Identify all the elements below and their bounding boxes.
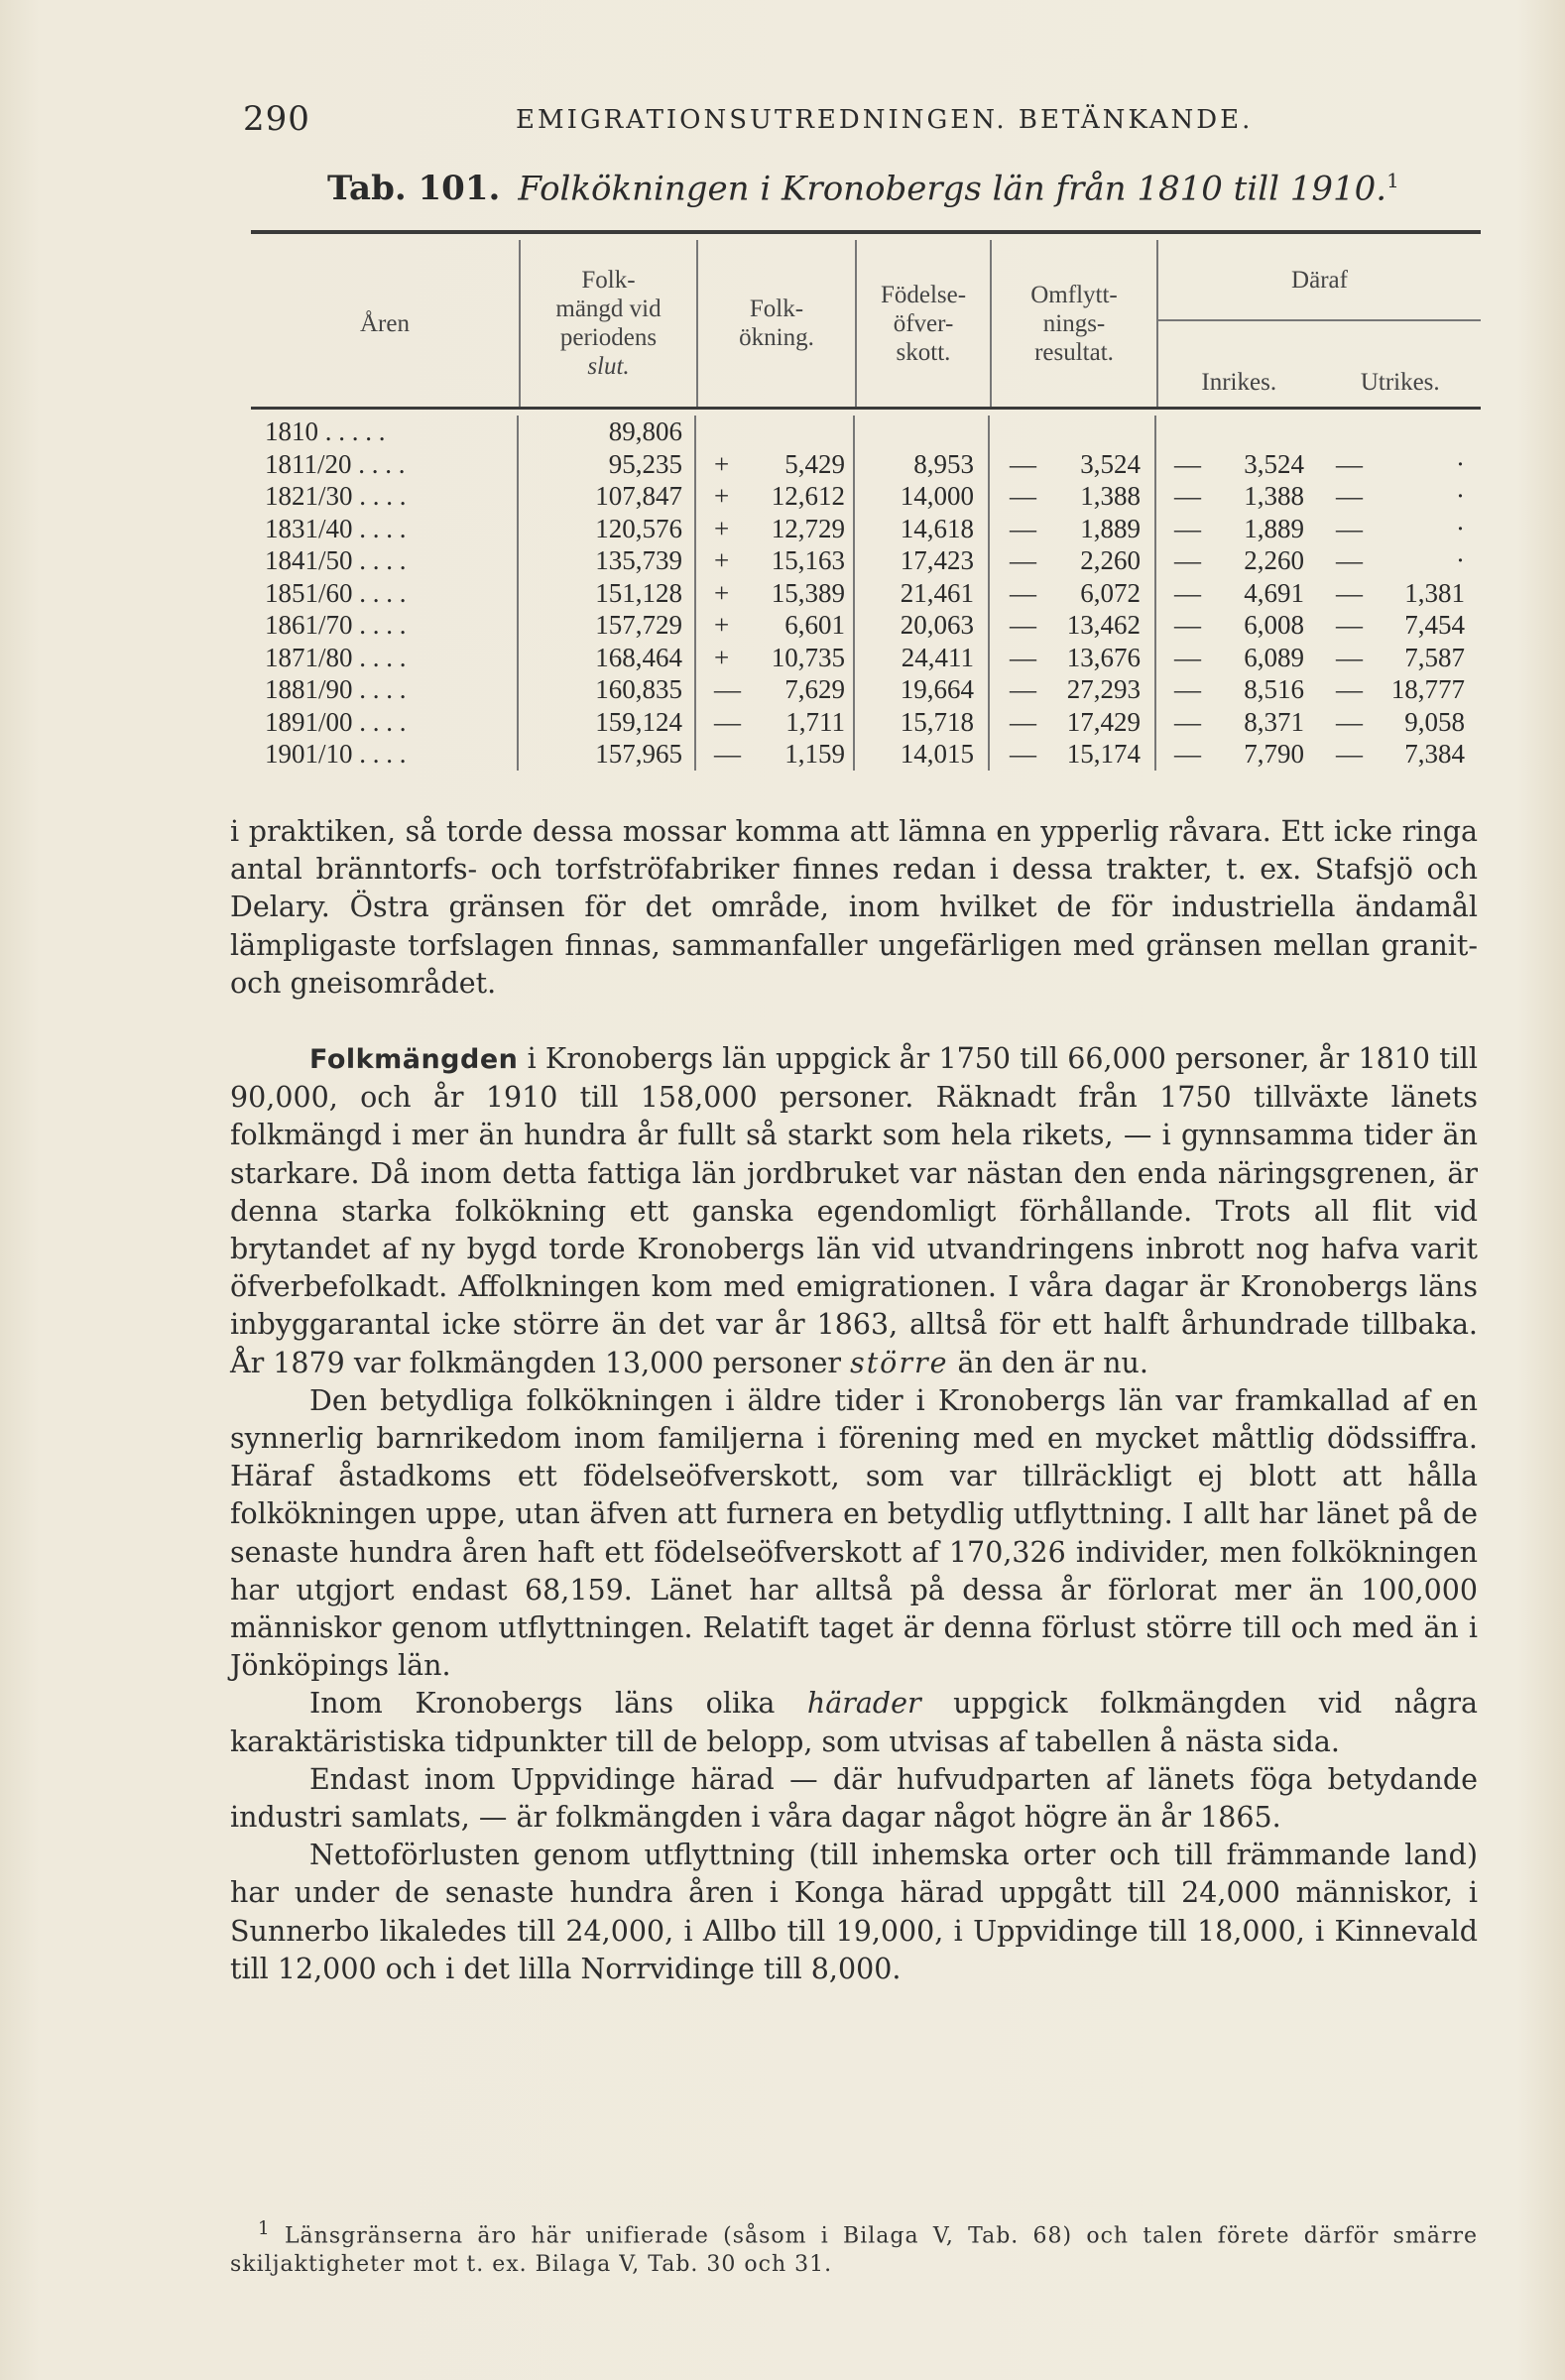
cell-foreign: — 9,058 [1336,706,1465,737]
cell-birth-surplus: 14,618 [855,513,990,545]
cell-population: 151,128 [519,577,696,610]
cell-foreign: — 7,587 [1336,642,1465,672]
table-row [251,706,1481,739]
header-folkmangd-line: mängd vid [555,296,662,322]
cell-migration [990,416,1156,448]
footnote-text: Länsgränserna äro här unifierade (såsom i Bilaga V, Tab. 68) och talen förete därför smärre skiljaktigheter mot t. ex. Bilaga V, Tab. 30 och 31. [230,2223,1479,2278]
cell-foreign: — · [1336,513,1465,543]
cell-population: 107,847 [519,480,696,513]
cell-birth-surplus: 20,063 [855,609,990,642]
cell-birth-surplus: 14,000 [855,480,990,513]
table-header [251,240,1481,410]
cell-foreign: — 1,381 [1336,577,1465,608]
cell-increase: + 10,735 [696,642,855,674]
header-daraf-group [1156,240,1481,407]
cell-migration: — 1,889 [990,513,1156,545]
header-folkokning-line: Folk- [749,296,804,322]
footnote-mark: 1 [1386,169,1399,192]
cell-increase: + 6,601 [696,609,855,642]
cell-population: 135,739 [519,544,696,577]
table-row [251,544,1481,577]
footnote-number: 1 [258,2218,271,2239]
cell-migration: — 3,524 [990,448,1156,481]
cell-foreign: — · [1336,481,1465,511]
cell-domestic: — 4,691 [1174,577,1304,608]
header-folkokning-line: ökning. [739,324,814,351]
table-row [251,609,1481,642]
paragraph: Nettoförlusten genom utflyttning (till inhemska orter och till främmande land) har under de senaste hundra åren i Konga härad uppgått till 24,000 människor, i Sunnerbo likaledes till 24,000, i Allbo till 19,000, i Uppvidinge till 18,000, i Kinnevald till 12,000 och i det lilla Norrvidinge till 8,000. [230,1839,1478,1985]
cell-year: 1811/20 . . . . [251,448,519,481]
header-utrikes: Utrikes. [1360,369,1440,396]
cell-foreign: — 7,384 [1336,739,1465,769]
cell-increase [696,416,855,448]
cell-birth-surplus: 15,718 [855,706,990,739]
header-omflytt-line: resultat. [1034,338,1114,366]
header-folkokning [696,240,855,407]
table-top-rule [251,230,1481,234]
header-folkmangd-line: slut. [587,353,630,380]
table-row [251,738,1481,771]
table-row [251,577,1481,610]
cell-birth-surplus: 24,411 [855,642,990,674]
cell-increase: — 1,711 [696,706,855,739]
cell-year: 1881/90 . . . . [251,673,519,706]
cell-foreign [1318,416,1481,448]
header-aren: Åren [360,309,410,337]
table-row [251,642,1481,674]
table-row [251,416,1481,448]
cell-increase: + 5,429 [696,448,855,481]
cell-migration: — 15,174 [990,738,1156,771]
cell-population: 120,576 [519,513,696,545]
cell-population: 157,965 [519,738,696,771]
cell-domestic: — 6,089 [1174,642,1304,672]
running-title: EMIGRATIONSUTREDNINGEN. BETÄNKANDE. [516,105,1254,135]
header-omflytt [990,240,1156,407]
population-table [251,230,1481,771]
bold-lead: Folkmängden [309,1044,519,1076]
cell-year: 1810 . . . . . [251,416,519,448]
paragraph: Inom Kronobergs läns olika härader uppgick folkmängden vid några karaktäristiska tidpunkter till de belopp, som utvisas af tabellen å nästa sida. [230,1687,1478,1758]
cell-year: 1821/30 . . . . [251,480,519,513]
cell-year: 1891/00 . . . . [251,706,519,739]
cell-migration: — 13,462 [990,609,1156,642]
cell-year: 1851/60 . . . . [251,577,519,610]
header-daraf: Däraf [1158,240,1481,321]
emphasis: härader [806,1687,921,1721]
cell-year: 1841/50 . . . . [251,544,519,577]
header-folkmangd-line: periodens [559,324,658,351]
cell-population: 157,729 [519,609,696,642]
header-folkmangd-line: Folk- [581,267,636,294]
cell-population: 168,464 [519,642,696,674]
cell-population: 95,235 [519,448,696,481]
header-folkmangd [519,240,696,407]
footnote [230,2214,1478,2279]
cell-domestic: — 8,516 [1174,674,1304,704]
cell-migration: — 6,072 [990,577,1156,610]
header-omflytt-line: Omflytt- [1030,281,1118,308]
paragraph: i praktiken, så torde dessa mossar komma att lämna en ypperlig råvara. Ett icke ringa antal bränntorfs- och torfströfabriker finnes redan i dessa trakter, t. ex. Stafsjö och Delary. Östra gränsen för det område, inom hvilket de för industriella ändamål lämpligaste torfslagen finnas, sammanfaller ungefärligen med gränsen mellan granit- och gneisområdet. [230,815,1478,1000]
header-fodelse-line: öfver- [893,309,954,337]
cell-migration: — 13,676 [990,642,1156,674]
cell-migration: — 1,388 [990,480,1156,513]
header-inrikes: Inrikes. [1201,369,1277,396]
cell-increase: + 12,612 [696,480,855,513]
cell-migration: — 27,293 [990,673,1156,706]
page-number: 290 [243,99,310,139]
table-row [251,448,1481,481]
cell-birth-surplus: 17,423 [855,544,990,577]
body-text [230,813,1478,1988]
cell-birth-surplus: 14,015 [855,738,990,771]
paragraph: Den betydliga folkökningen i äldre tider i Kronobergs län var framkallad af en synnerlig barnrikedom inom familjerna i förening med en mycket måttlig dödssiffra. Häraf åstadkoms ett födelseöfverskott, som var tillräckligt ej blott att hålla folkökningen uppe, utan äfven att furnera en betydlig utflyttning. I allt har länet på de senaste hundra åren haft ett födelseöfverskott af 170,326 individer, men folkökningen har utgjort endast 68,159. Länet har alltså på dessa år förlorat mer än 100,000 människor genom utflyttningen. Relatift taget är denna förlust större till och med än i Jönköpings län. [230,1383,1478,1683]
cell-year: 1831/40 . . . . [251,513,519,545]
cell-increase: + 12,729 [696,513,855,545]
cell-increase: + 15,163 [696,544,855,577]
table-row [251,513,1481,545]
cell-population: 159,124 [519,706,696,739]
cell-year: 1901/10 . . . . [251,738,519,771]
cell-year: 1871/80 . . . . [251,642,519,674]
cell-birth-surplus [855,416,990,448]
cell-migration: — 17,429 [990,706,1156,739]
cell-birth-surplus: 21,461 [855,577,990,610]
cell-domestic: — 2,260 [1174,545,1304,575]
table-row [251,480,1481,513]
cell-increase: — 7,629 [696,673,855,706]
cell-birth-surplus: 19,664 [855,673,990,706]
emphasis: större [850,1346,949,1379]
cell-domestic: — 6,008 [1174,610,1304,640]
cell-domestic [1156,416,1318,448]
cell-migration: — 2,260 [990,544,1156,577]
cell-foreign: — · [1336,448,1465,479]
cell-domestic: — 3,524 [1174,448,1304,479]
cell-population: 160,835 [519,673,696,706]
cell-domestic: — 1,889 [1174,513,1304,543]
cell-population: 89,806 [519,416,696,448]
header-fodelse-line: skott. [896,338,951,366]
cell-birth-surplus: 8,953 [855,448,990,481]
table-title: Folkökningen i Kronobergs län från 1810 till 1910. [518,169,1387,209]
cell-foreign: — 18,777 [1336,674,1465,704]
cell-foreign: — 7,454 [1336,610,1465,640]
cell-domestic: — 7,790 [1174,739,1304,769]
cell-increase: + 15,389 [696,577,855,610]
cell-year: 1861/70 . . . . [251,609,519,642]
table-row [251,673,1481,706]
cell-domestic: — 8,371 [1174,706,1304,737]
paragraph: Folkmängden i Kronobergs län uppgick år 1750 till 66,000 personer, år 1810 till 90,000, och år 1910 till 158,000 personer. Räknadt från 1750 tillväxte länets folkmängd i mer än hundra år fullt så starkt som hela rikets, — i gynnsamma tider än starkare. Då inom detta fattiga län jordbruket var nästan den enda näringsgrenen, är denna starka folkökning ett ganska egendomligt förhållande. Trots all flit vid brytandet af ny bygd torde Kronobergs län vid utvandringens inbrott nog hafva varit öfverbefolkadt. Affolkningen kom med emigrationen. I våra dagar är Kronobergs läns inbyggarantal icke större än det var år 1863, alltså för ett halft århundrade tillbaka. År 1879 var folkmängden 13,000 personer större än den är nu. [230,1042,1478,1379]
cell-domestic: — 1,388 [1174,481,1304,511]
paragraph: Endast inom Uppvidinge härad — där hufvudparten af länets föga betydande industri samlats, — är folkmängden i våra dagar något högre än år 1865. [230,1762,1478,1835]
header-fodelse [855,240,990,407]
table-label: Tab. 101. [327,169,501,209]
header-fodelse-line: Födelse- [880,281,967,308]
cell-foreign: — · [1336,545,1465,575]
table-caption [327,169,1418,208]
header-omflytt-line: nings- [1042,309,1106,337]
cell-increase: — 1,159 [696,738,855,771]
table-body [251,416,1481,771]
